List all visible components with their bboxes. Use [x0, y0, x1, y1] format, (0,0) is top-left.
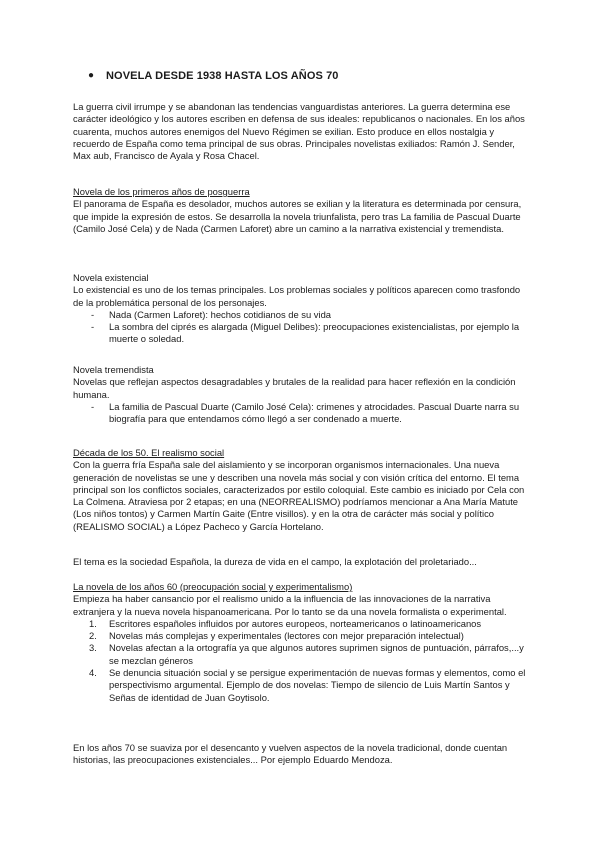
posguerra-heading: Novela de los primeros años de posguerra	[73, 186, 250, 197]
list-item	[73, 642, 533, 667]
list-item: - La familia de Pascual Duarte (Camilo José Cela): crimenes y atrocidades. Pascual Duarte narra su biografía para que entendamos cómo llegó a ser condenado a muerte.	[73, 401, 533, 426]
list-number: 1.	[89, 617, 97, 629]
list-item-text: Se denuncia situación social y se persigue experimentación de nuevas formas y elementos, como el perspectivismo argumental. Ejemplo de dos novelas: Tiempo de silencio de Luis Martín Santos y Señas de identidad de Juan Goytisolo.	[109, 667, 526, 703]
posguerra-paragraph: El panorama de España es desolador, muchos autores se exilian y la literatura es determinada por censura, que impide la expresión de estos. Se desarrolla la novela triunfalista, pero tras La familia de Pascual Duarte (Camilo José Cela) y de Nada (Carmen Laforet) abre un camino a la narrativa existencial y tremendista.	[73, 198, 522, 234]
existencial-section	[73, 272, 533, 346]
tremendista-list	[73, 401, 533, 426]
list-number: 3.	[89, 642, 97, 654]
decada60-section	[73, 581, 533, 704]
list-item: - Nada (Carmen Laforet): hechos cotidianos de su vida	[73, 309, 533, 321]
title-text: NOVELA DESDE 1938 HASTA LOS AÑOS 70	[106, 70, 339, 82]
tremendista-paragraph: Novelas que reflejan aspectos desagradables y brutales de la realidad para hacer reflexión en la condición humana.	[73, 376, 516, 400]
list-item	[73, 618, 533, 630]
list-item	[73, 667, 533, 704]
list-item	[73, 630, 533, 642]
list-item-text: Novelas afectan a la ortografía ya que algunos autores suprimen signos de puntuación, párrafos,...y se mezclan géneros	[109, 642, 524, 666]
bullet-icon: ●	[88, 70, 95, 81]
decada50-heading: Década de los 50. El realismo social	[73, 447, 225, 458]
tremendista-heading: Novela tremendista	[73, 364, 154, 375]
posguerra-section	[73, 186, 533, 235]
list-item-text: Escritores españoles influidos por autores europeos, norteamericanos o latinoamericanos	[109, 617, 482, 629]
intro-paragraph: La guerra civil irrumpe y se abandonan las tendencias vanguardistas anteriores. La guerra determina ese carácter ideológico y los autores escriben en defensa de sus ideales: republicanos o nacionales. En los años cuarenta, muchos autores enemigos del Nuevo Régimen se exilian. Esto produce en ellos nostalgia y recuerdo de España como tema principal de sus obras. Principales novelistas exiliados: Ramón J. Sender, Max aub, Francisco de Ayala y Rosa Chacel.	[73, 101, 525, 162]
list-item-text: Novelas más complejas y experimentales (lectores con mejor preparación intelectual)	[109, 630, 464, 642]
decada50-paragraph: Con la guerra fría España sale del aislamiento y se incorporan organismos internacionales. Una nueva generación de novelistas se une y describen una novela más social y con visión crítica del entorno. El tema principal son los conflictos sociales, caracterizados por estilo coloquial. Este cambio es iniciado por Cela con La Colmena. Atraviesa por 2 etapas; en una (NEORREALISMO) podríamos mencionar a Ana María Matute (Los niños tontos) y Carmen Martín Gaite (Entre visillos). y en la otra de carácter más social y político (REALISMO SOCIAL) a López Pacheco y García Hortelano.	[73, 459, 525, 532]
decada50-section	[73, 447, 533, 533]
decada60-list	[73, 618, 533, 704]
list-item: - La sombra del ciprés es alargada (Miguel Delibes): preocupaciones existencialistas, por ejemplo la muerte o soledad.	[73, 321, 533, 346]
decada70-paragraph: En los años 70 se suaviza por el desencanto y vuelven aspectos de la novela tradicional, donde cuentan historias, las preocupaciones existenciales... Por ejemplo Eduardo Mendoza.	[73, 742, 508, 766]
existencial-heading: Novela existencial	[73, 272, 149, 283]
tremendista-section	[73, 364, 533, 425]
existencial-paragraph: Lo existencial es uno de los temas principales. Los problemas sociales y políticos aparecen como trasfondo de la problemática personal de los personajes.	[73, 284, 521, 308]
decada60-paragraph: Empieza ha haber cansancio por el realismo unido a la influencia de las innovaciones de la narrativa extranjera y la nueva novela hispanoamericana. Por lo tanto se da una novela formalista o experimental.	[73, 593, 507, 617]
decada50-conclusion	[73, 556, 533, 568]
decada50-paragraph-2: El tema es la sociedad Española, la dureza de vida en el campo, la explotación del proletariado...	[73, 556, 477, 567]
intro-section	[73, 101, 533, 162]
list-number: 2.	[89, 630, 97, 642]
list-number: 4.	[89, 667, 97, 679]
decada70-section	[73, 742, 533, 767]
existencial-list	[73, 309, 533, 346]
decada60-heading: La novela de los años 60 (preocupación social y experimentalismo)	[73, 581, 353, 592]
